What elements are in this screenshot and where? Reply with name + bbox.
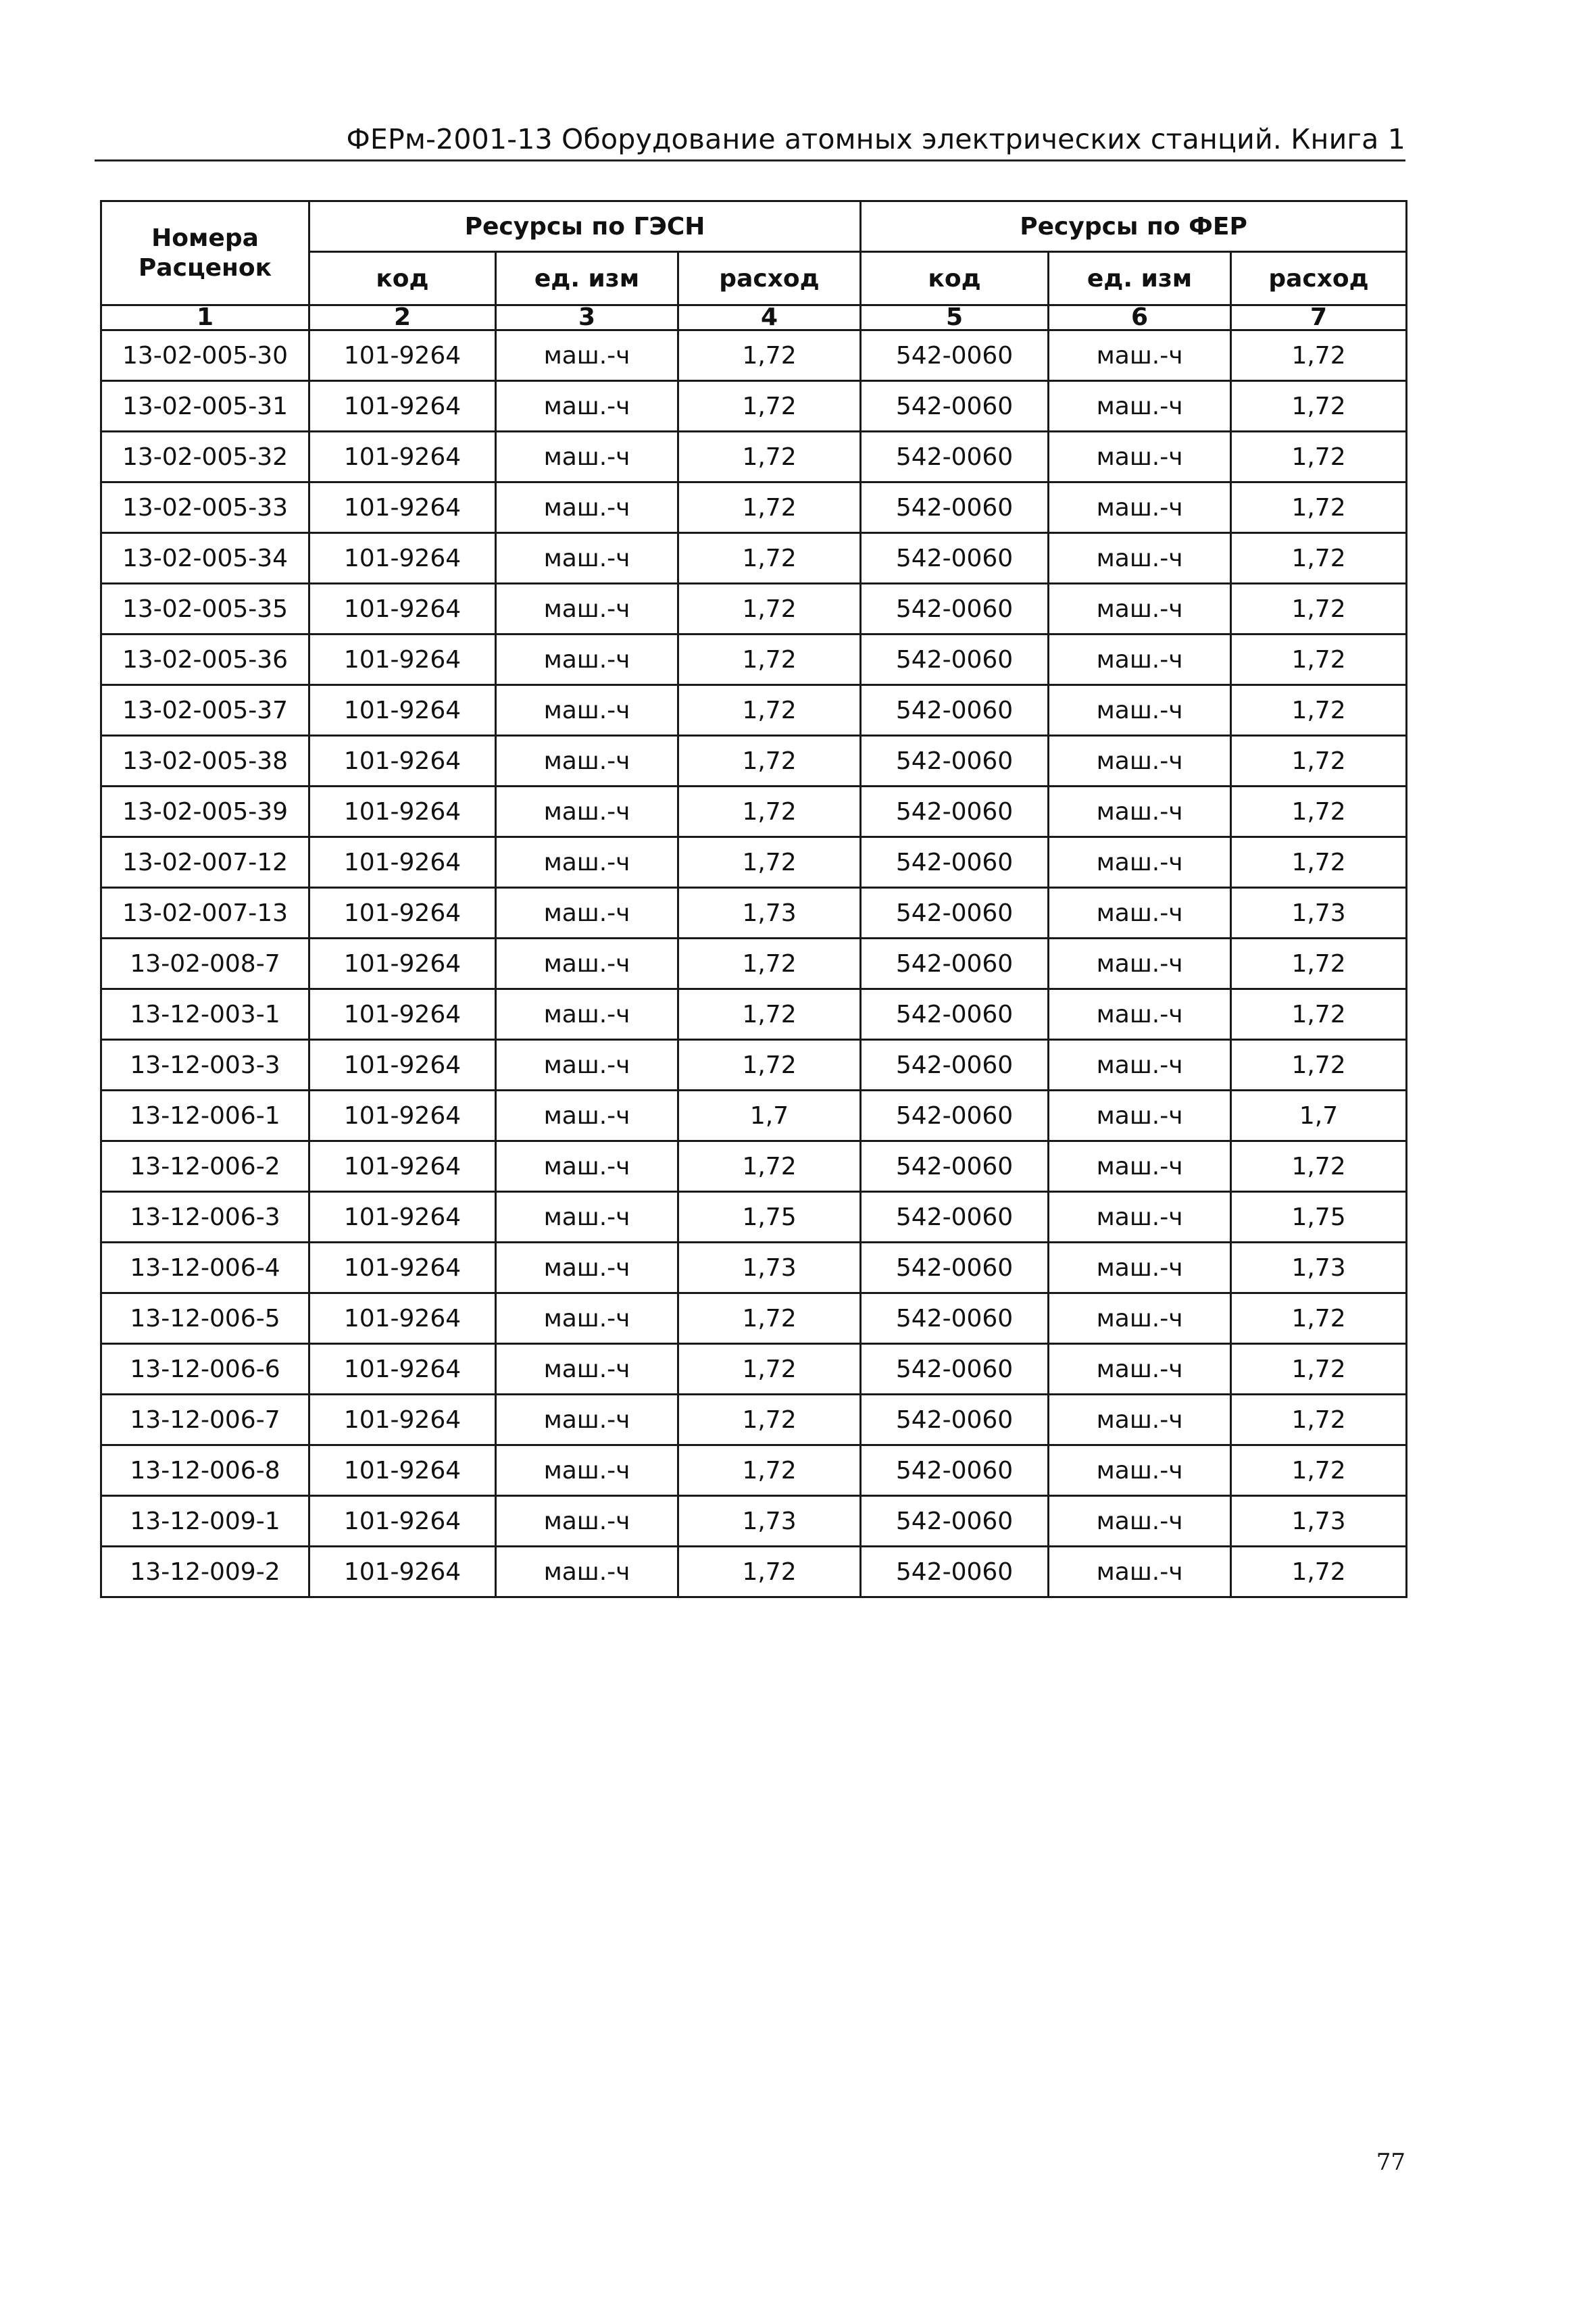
- fer-unit-cell: маш.-ч: [1049, 432, 1231, 482]
- fer-unit-cell: маш.-ч: [1049, 634, 1231, 685]
- gesn-unit-cell: маш.-ч: [496, 634, 678, 685]
- fer-unit-cell: маш.-ч: [1049, 330, 1231, 381]
- fer-unit-cell: маш.-ч: [1049, 1395, 1231, 1445]
- rate-number-cell: 13-02-005-32: [101, 432, 309, 482]
- table-row: [101, 888, 1407, 939]
- fer-consumption-cell: 1,72: [1231, 1395, 1407, 1445]
- gesn-code-cell: 101-9264: [309, 1192, 496, 1243]
- gesn-code-cell: 101-9264: [309, 939, 496, 989]
- gesn-consumption-cell: 1,72: [678, 939, 861, 989]
- table-row: [101, 1496, 1407, 1547]
- gesn-unit-cell: маш.-ч: [496, 837, 678, 888]
- gesn-code-cell: 101-9264: [309, 634, 496, 685]
- gesn-code-cell: 101-9264: [309, 736, 496, 787]
- fer-code-cell: 542-0060: [861, 1395, 1049, 1445]
- table-row: [101, 1344, 1407, 1395]
- rate-number-cell: 13-12-006-2: [101, 1141, 309, 1192]
- table-row: [101, 634, 1407, 685]
- fer-consumption-cell: 1,72: [1231, 736, 1407, 787]
- table-row: [101, 685, 1407, 736]
- table-row: [101, 1293, 1407, 1344]
- rate-number-cell: 13-02-007-13: [101, 888, 309, 939]
- column-number: 1: [101, 305, 309, 330]
- running-header: ФЕРм-2001-13 Оборудование атомных электрических станций. Книга 1: [346, 123, 1405, 155]
- table-body: [101, 330, 1407, 1597]
- gesn-unit-cell: маш.-ч: [496, 1344, 678, 1395]
- gesn-consumption-cell: 1,72: [678, 1141, 861, 1192]
- gesn-consumption-cell: 1,72: [678, 432, 861, 482]
- fer-consumption-cell: 1,75: [1231, 1192, 1407, 1243]
- fer-code-cell: 542-0060: [861, 939, 1049, 989]
- rate-number-cell: 13-02-005-34: [101, 533, 309, 584]
- fer-code-cell: 542-0060: [861, 1496, 1049, 1547]
- fer-unit-cell: маш.-ч: [1049, 381, 1231, 432]
- header-gesn-code: код: [309, 252, 496, 305]
- gesn-code-cell: 101-9264: [309, 533, 496, 584]
- gesn-unit-cell: маш.-ч: [496, 1192, 678, 1243]
- gesn-code-cell: 101-9264: [309, 1293, 496, 1344]
- gesn-code-cell: 101-9264: [309, 1091, 496, 1141]
- fer-unit-cell: маш.-ч: [1049, 837, 1231, 888]
- fer-unit-cell: маш.-ч: [1049, 1243, 1231, 1293]
- header-fer-resources: Ресурсы по ФЕР: [861, 201, 1407, 252]
- fer-consumption-cell: 1,72: [1231, 634, 1407, 685]
- header-rate-numbers-line2: Расценок: [138, 253, 272, 282]
- gesn-code-cell: 101-9264: [309, 787, 496, 837]
- column-number: 3: [496, 305, 678, 330]
- fer-unit-cell: маш.-ч: [1049, 1091, 1231, 1141]
- header-rate-numbers-line1: Номера: [151, 224, 259, 252]
- table-row: [101, 1040, 1407, 1091]
- gesn-unit-cell: маш.-ч: [496, 1040, 678, 1091]
- gesn-consumption-cell: 1,75: [678, 1192, 861, 1243]
- gesn-consumption-cell: 1,72: [678, 584, 861, 634]
- table-row: [101, 1547, 1407, 1597]
- gesn-unit-cell: маш.-ч: [496, 787, 678, 837]
- header-rate-numbers: [101, 201, 309, 305]
- column-number: 4: [678, 305, 861, 330]
- gesn-consumption-cell: 1,7: [678, 1091, 861, 1141]
- gesn-consumption-cell: 1,72: [678, 837, 861, 888]
- gesn-unit-cell: маш.-ч: [496, 381, 678, 432]
- gesn-consumption-cell: 1,72: [678, 787, 861, 837]
- header-gesn-consumption: расход: [678, 252, 861, 305]
- fer-code-cell: 542-0060: [861, 1243, 1049, 1293]
- gesn-code-cell: 101-9264: [309, 1141, 496, 1192]
- gesn-unit-cell: маш.-ч: [496, 1243, 678, 1293]
- rate-number-cell: 13-02-005-37: [101, 685, 309, 736]
- fer-consumption-cell: 1,7: [1231, 1091, 1407, 1141]
- fer-code-cell: 542-0060: [861, 1344, 1049, 1395]
- fer-code-cell: 542-0060: [861, 888, 1049, 939]
- rate-number-cell: 13-02-005-39: [101, 787, 309, 837]
- gesn-consumption-cell: 1,73: [678, 888, 861, 939]
- fer-consumption-cell: 1,72: [1231, 482, 1407, 533]
- gesn-unit-cell: маш.-ч: [496, 330, 678, 381]
- fer-code-cell: 542-0060: [861, 381, 1049, 432]
- table-row: [101, 1141, 1407, 1192]
- fer-consumption-cell: 1,72: [1231, 330, 1407, 381]
- rate-number-cell: 13-12-006-8: [101, 1445, 309, 1496]
- gesn-code-cell: 101-9264: [309, 1445, 496, 1496]
- gesn-unit-cell: маш.-ч: [496, 1293, 678, 1344]
- fer-consumption-cell: 1,72: [1231, 1293, 1407, 1344]
- fer-code-cell: 542-0060: [861, 1091, 1049, 1141]
- rate-number-cell: 13-02-005-36: [101, 634, 309, 685]
- gesn-consumption-cell: 1,72: [678, 1293, 861, 1344]
- rate-number-cell: 13-02-005-38: [101, 736, 309, 787]
- fer-code-cell: 542-0060: [861, 1293, 1049, 1344]
- fer-unit-cell: маш.-ч: [1049, 989, 1231, 1040]
- header-gesn-unit: ед. изм: [496, 252, 678, 305]
- gesn-code-cell: 101-9264: [309, 1344, 496, 1395]
- page-number: 77: [1376, 2149, 1405, 2176]
- fer-unit-cell: маш.-ч: [1049, 685, 1231, 736]
- gesn-unit-cell: маш.-ч: [496, 1141, 678, 1192]
- fer-consumption-cell: 1,72: [1231, 432, 1407, 482]
- gesn-consumption-cell: 1,72: [678, 1040, 861, 1091]
- gesn-code-cell: 101-9264: [309, 1547, 496, 1597]
- table-row: [101, 939, 1407, 989]
- fer-unit-cell: маш.-ч: [1049, 1445, 1231, 1496]
- column-number: 2: [309, 305, 496, 330]
- table-row: [101, 381, 1407, 432]
- fer-code-cell: 542-0060: [861, 1040, 1049, 1091]
- gesn-consumption-cell: 1,73: [678, 1496, 861, 1547]
- fer-consumption-cell: 1,72: [1231, 1344, 1407, 1395]
- fer-code-cell: 542-0060: [861, 1192, 1049, 1243]
- fer-code-cell: 542-0060: [861, 1445, 1049, 1496]
- gesn-consumption-cell: 1,73: [678, 1243, 861, 1293]
- table-head: [101, 201, 1407, 330]
- rate-number-cell: 13-12-009-2: [101, 1547, 309, 1597]
- fer-consumption-cell: 1,72: [1231, 533, 1407, 584]
- gesn-code-cell: 101-9264: [309, 432, 496, 482]
- gesn-consumption-cell: 1,72: [678, 1344, 861, 1395]
- rate-number-cell: 13-02-005-31: [101, 381, 309, 432]
- gesn-code-cell: 101-9264: [309, 888, 496, 939]
- fer-consumption-cell: 1,72: [1231, 1141, 1407, 1192]
- table-row: [101, 1192, 1407, 1243]
- gesn-consumption-cell: 1,72: [678, 533, 861, 584]
- fer-consumption-cell: 1,72: [1231, 989, 1407, 1040]
- gesn-unit-cell: маш.-ч: [496, 1091, 678, 1141]
- header-fer-code: код: [861, 252, 1049, 305]
- column-number: 6: [1049, 305, 1231, 330]
- gesn-unit-cell: маш.-ч: [496, 1395, 678, 1445]
- rates-table: [100, 200, 1407, 1598]
- fer-code-cell: 542-0060: [861, 736, 1049, 787]
- gesn-unit-cell: маш.-ч: [496, 685, 678, 736]
- gesn-unit-cell: маш.-ч: [496, 888, 678, 939]
- table-row: [101, 837, 1407, 888]
- table-row: [101, 482, 1407, 533]
- table-row: [101, 330, 1407, 381]
- fer-code-cell: 542-0060: [861, 787, 1049, 837]
- gesn-code-cell: 101-9264: [309, 1040, 496, 1091]
- rate-number-cell: 13-12-003-1: [101, 989, 309, 1040]
- header-fer-consumption: расход: [1231, 252, 1407, 305]
- fer-consumption-cell: 1,72: [1231, 1547, 1407, 1597]
- fer-consumption-cell: 1,72: [1231, 837, 1407, 888]
- fer-unit-cell: маш.-ч: [1049, 787, 1231, 837]
- gesn-consumption-cell: 1,72: [678, 634, 861, 685]
- gesn-unit-cell: маш.-ч: [496, 482, 678, 533]
- fer-code-cell: 542-0060: [861, 330, 1049, 381]
- gesn-unit-cell: маш.-ч: [496, 736, 678, 787]
- table-row: [101, 787, 1407, 837]
- fer-code-cell: 542-0060: [861, 1141, 1049, 1192]
- rate-number-cell: 13-02-005-33: [101, 482, 309, 533]
- header-gesn-resources: Ресурсы по ГЭСН: [309, 201, 861, 252]
- fer-unit-cell: маш.-ч: [1049, 533, 1231, 584]
- fer-consumption-cell: 1,72: [1231, 1040, 1407, 1091]
- fer-code-cell: 542-0060: [861, 482, 1049, 533]
- fer-consumption-cell: 1,72: [1231, 584, 1407, 634]
- fer-unit-cell: маш.-ч: [1049, 1040, 1231, 1091]
- gesn-code-cell: 101-9264: [309, 989, 496, 1040]
- fer-code-cell: 542-0060: [861, 584, 1049, 634]
- gesn-unit-cell: маш.-ч: [496, 989, 678, 1040]
- rate-number-cell: 13-12-006-4: [101, 1243, 309, 1293]
- fer-consumption-cell: 1,72: [1231, 939, 1407, 989]
- gesn-code-cell: 101-9264: [309, 1395, 496, 1445]
- fer-code-cell: 542-0060: [861, 432, 1049, 482]
- table-row: [101, 1243, 1407, 1293]
- rate-number-cell: 13-02-005-30: [101, 330, 309, 381]
- fer-unit-cell: маш.-ч: [1049, 1344, 1231, 1395]
- gesn-consumption-cell: 1,72: [678, 330, 861, 381]
- gesn-consumption-cell: 1,72: [678, 989, 861, 1040]
- gesn-unit-cell: маш.-ч: [496, 584, 678, 634]
- gesn-code-cell: 101-9264: [309, 1496, 496, 1547]
- rate-number-cell: 13-12-006-5: [101, 1293, 309, 1344]
- gesn-unit-cell: маш.-ч: [496, 1445, 678, 1496]
- gesn-consumption-cell: 1,72: [678, 482, 861, 533]
- fer-consumption-cell: 1,72: [1231, 787, 1407, 837]
- gesn-unit-cell: маш.-ч: [496, 939, 678, 989]
- fer-consumption-cell: 1,72: [1231, 1445, 1407, 1496]
- fer-unit-cell: маш.-ч: [1049, 1293, 1231, 1344]
- fer-unit-cell: маш.-ч: [1049, 939, 1231, 989]
- fer-code-cell: 542-0060: [861, 1547, 1049, 1597]
- table-row: [101, 736, 1407, 787]
- rate-number-cell: 13-12-006-1: [101, 1091, 309, 1141]
- gesn-code-cell: 101-9264: [309, 1243, 496, 1293]
- header-fer-unit: ед. изм: [1049, 252, 1231, 305]
- fer-code-cell: 542-0060: [861, 837, 1049, 888]
- gesn-code-cell: 101-9264: [309, 685, 496, 736]
- table-row: [101, 1091, 1407, 1141]
- gesn-consumption-cell: 1,72: [678, 1445, 861, 1496]
- fer-consumption-cell: 1,72: [1231, 685, 1407, 736]
- gesn-consumption-cell: 1,72: [678, 1395, 861, 1445]
- gesn-consumption-cell: 1,72: [678, 381, 861, 432]
- fer-consumption-cell: 1,73: [1231, 888, 1407, 939]
- rate-number-cell: 13-12-006-3: [101, 1192, 309, 1243]
- gesn-unit-cell: маш.-ч: [496, 432, 678, 482]
- rate-number-cell: 13-02-008-7: [101, 939, 309, 989]
- fer-code-cell: 542-0060: [861, 533, 1049, 584]
- rate-number-cell: 13-12-006-7: [101, 1395, 309, 1445]
- rate-number-cell: 13-02-005-35: [101, 584, 309, 634]
- table-row: [101, 1445, 1407, 1496]
- column-number: 5: [861, 305, 1049, 330]
- fer-unit-cell: маш.-ч: [1049, 736, 1231, 787]
- fer-unit-cell: маш.-ч: [1049, 1547, 1231, 1597]
- gesn-code-cell: 101-9264: [309, 381, 496, 432]
- fer-unit-cell: маш.-ч: [1049, 482, 1231, 533]
- fer-consumption-cell: 1,72: [1231, 381, 1407, 432]
- table-row: [101, 533, 1407, 584]
- fer-unit-cell: маш.-ч: [1049, 1141, 1231, 1192]
- fer-unit-cell: маш.-ч: [1049, 584, 1231, 634]
- table-row: [101, 432, 1407, 482]
- gesn-code-cell: 101-9264: [309, 482, 496, 533]
- fer-consumption-cell: 1,73: [1231, 1496, 1407, 1547]
- table-row: [101, 989, 1407, 1040]
- gesn-consumption-cell: 1,72: [678, 1547, 861, 1597]
- gesn-code-cell: 101-9264: [309, 584, 496, 634]
- rate-number-cell: 13-12-009-1: [101, 1496, 309, 1547]
- header-rule: [95, 159, 1405, 161]
- gesn-consumption-cell: 1,72: [678, 685, 861, 736]
- gesn-code-cell: 101-9264: [309, 837, 496, 888]
- rate-number-cell: 13-12-003-3: [101, 1040, 309, 1091]
- gesn-consumption-cell: 1,72: [678, 736, 861, 787]
- rate-number-cell: 13-02-007-12: [101, 837, 309, 888]
- fer-unit-cell: маш.-ч: [1049, 1496, 1231, 1547]
- rate-number-cell: 13-12-006-6: [101, 1344, 309, 1395]
- fer-code-cell: 542-0060: [861, 685, 1049, 736]
- table-row: [101, 584, 1407, 634]
- fer-code-cell: 542-0060: [861, 634, 1049, 685]
- table-row: [101, 1395, 1407, 1445]
- fer-unit-cell: маш.-ч: [1049, 1192, 1231, 1243]
- fer-code-cell: 542-0060: [861, 989, 1049, 1040]
- gesn-unit-cell: маш.-ч: [496, 533, 678, 584]
- fer-unit-cell: маш.-ч: [1049, 888, 1231, 939]
- gesn-unit-cell: маш.-ч: [496, 1496, 678, 1547]
- gesn-code-cell: 101-9264: [309, 330, 496, 381]
- column-number: 7: [1231, 305, 1407, 330]
- gesn-unit-cell: маш.-ч: [496, 1547, 678, 1597]
- fer-consumption-cell: 1,73: [1231, 1243, 1407, 1293]
